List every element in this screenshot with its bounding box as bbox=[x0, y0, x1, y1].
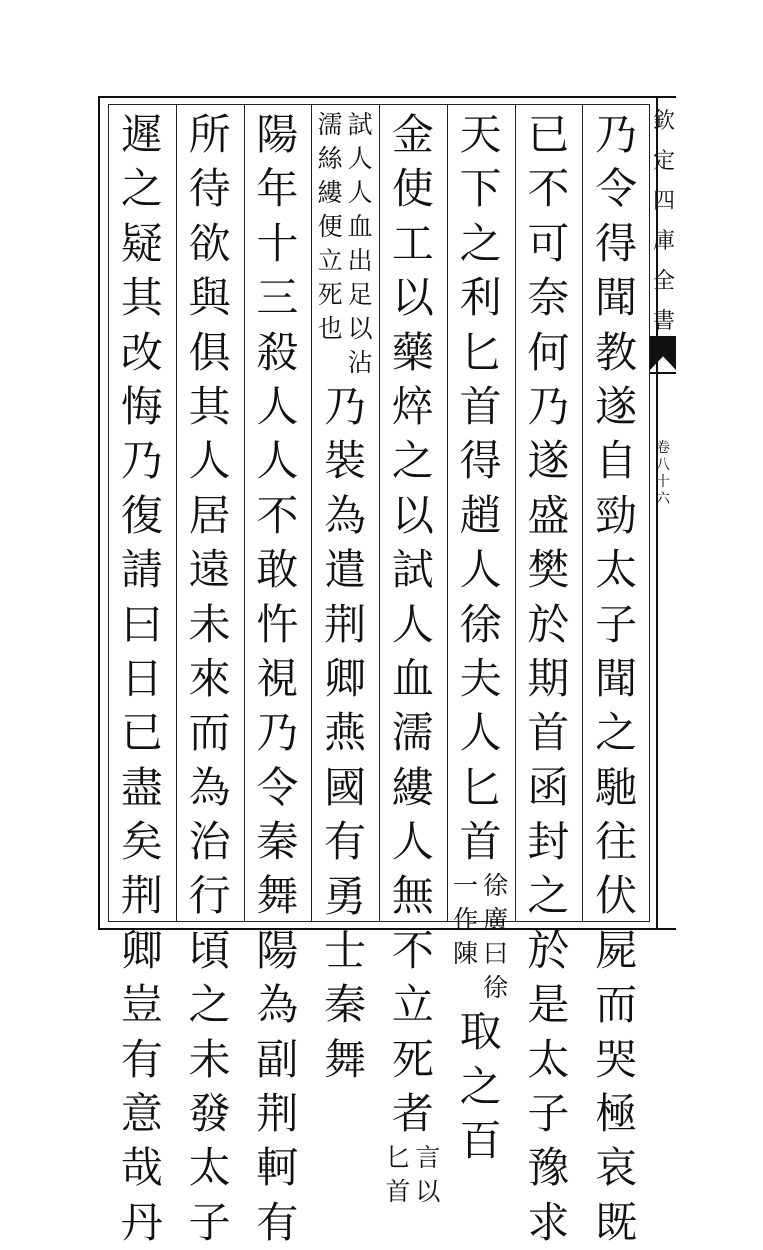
main-text-char: 有 bbox=[120, 1034, 163, 1084]
annotation-char: 便 bbox=[317, 212, 343, 241]
main-text-char: 立 bbox=[391, 980, 434, 1030]
main-text-char: 之 bbox=[391, 436, 434, 486]
annotation-char: 絲 bbox=[317, 144, 343, 173]
main-text-char: 荆 bbox=[324, 599, 367, 649]
annotation-char: 人 bbox=[347, 178, 373, 207]
main-text-char: 趙 bbox=[459, 490, 502, 540]
main-text-char: 日 bbox=[120, 653, 163, 703]
main-text-char: 哉 bbox=[120, 1143, 163, 1193]
column-divider bbox=[311, 104, 312, 922]
main-text-char: 教 bbox=[595, 327, 638, 377]
text-column bbox=[383, 108, 443, 1209]
annotation-char: 也 bbox=[317, 314, 343, 343]
main-text-char: 首 bbox=[459, 817, 502, 867]
volume-char: 八 bbox=[656, 457, 670, 473]
main-text-char: 匕 bbox=[459, 762, 502, 812]
main-text-char: 血 bbox=[391, 653, 434, 703]
main-text-char: 悔 bbox=[120, 381, 163, 431]
annotation-line-left bbox=[317, 108, 343, 380]
annotation-char: 一 bbox=[453, 871, 479, 901]
main-text-char: 與 bbox=[188, 273, 231, 323]
annotation-char: 徐 bbox=[483, 973, 509, 1003]
main-text-char: 士 bbox=[324, 925, 367, 975]
main-text-char: 發 bbox=[188, 1089, 231, 1139]
main-text-char: 令 bbox=[595, 164, 638, 214]
main-text-char: 之 bbox=[459, 218, 502, 268]
main-text-char: 試 bbox=[391, 545, 434, 595]
main-text-char: 為 bbox=[188, 762, 231, 812]
annotation-char: 死 bbox=[317, 280, 343, 309]
main-text-char: 其 bbox=[120, 273, 163, 323]
main-text-char: 意 bbox=[120, 1089, 163, 1139]
main-text-char: 俱 bbox=[188, 327, 231, 377]
annotation-line-right bbox=[483, 869, 509, 1005]
annotation-note bbox=[385, 1141, 441, 1209]
main-text-char: 居 bbox=[188, 490, 231, 540]
main-text-char: 勁 bbox=[595, 490, 638, 540]
main-text-char: 工 bbox=[391, 218, 434, 268]
main-text-char: 之 bbox=[459, 1061, 502, 1111]
main-text-char: 已 bbox=[527, 110, 570, 159]
annotation-char: 徐 bbox=[483, 871, 509, 901]
main-text-char: 下 bbox=[459, 164, 502, 214]
annotation-char: 人 bbox=[347, 144, 373, 173]
main-text-char: 人 bbox=[391, 599, 434, 649]
main-text-char: 治 bbox=[188, 817, 231, 867]
main-text-char: 盛 bbox=[527, 490, 570, 540]
volume-char: 卷 bbox=[656, 440, 670, 456]
annotation-char: 以 bbox=[347, 314, 373, 343]
main-text-char: 既 bbox=[595, 1197, 638, 1247]
main-text-char: 子 bbox=[595, 599, 638, 649]
main-text-char: 秦 bbox=[256, 817, 299, 867]
main-text-char: 燕 bbox=[324, 708, 367, 758]
main-text-char: 之 bbox=[120, 164, 163, 214]
main-text-char: 而 bbox=[188, 708, 231, 758]
annotation-char: 匕 bbox=[385, 1143, 411, 1173]
main-text-char: 天 bbox=[459, 110, 502, 159]
main-text-char: 奈 bbox=[527, 273, 570, 323]
main-text-char: 國 bbox=[324, 762, 367, 812]
main-text-char: 求 bbox=[527, 1197, 570, 1247]
text-column bbox=[518, 108, 578, 1250]
main-text-char: 首 bbox=[527, 708, 570, 758]
main-text-char: 太 bbox=[595, 545, 638, 595]
margin-title-char: 書 bbox=[652, 309, 675, 334]
main-text-char: 伏 bbox=[595, 871, 638, 921]
main-text-char: 卿 bbox=[120, 925, 163, 975]
main-text-char: 是 bbox=[527, 980, 570, 1030]
main-text-char: 極 bbox=[595, 1089, 638, 1139]
text-column bbox=[180, 108, 240, 1250]
main-text-char: 徐 bbox=[459, 599, 502, 649]
main-text-char: 死 bbox=[391, 1034, 434, 1084]
text-column bbox=[451, 108, 511, 1169]
main-text-char: 荆 bbox=[256, 1089, 299, 1139]
annotation-note bbox=[317, 108, 373, 380]
annotation-char: 廣 bbox=[483, 905, 509, 935]
main-text-char: 豫 bbox=[527, 1143, 570, 1193]
main-text-char: 豈 bbox=[120, 980, 163, 1030]
annotation-line-right bbox=[415, 1141, 441, 1209]
main-text-char: 得 bbox=[595, 218, 638, 268]
annotation-char: 試 bbox=[347, 110, 373, 139]
margin-title-char: 全 bbox=[652, 269, 675, 294]
main-text-char: 丹 bbox=[120, 1197, 163, 1247]
main-text-char: 期 bbox=[527, 653, 570, 703]
main-text-char: 可 bbox=[527, 218, 570, 268]
main-text-char: 子 bbox=[188, 1197, 231, 1247]
main-text-char: 有 bbox=[256, 1197, 299, 1247]
main-text-char: 封 bbox=[527, 817, 570, 867]
main-text-char: 之 bbox=[188, 980, 231, 1030]
main-text-char: 乃 bbox=[324, 382, 367, 431]
main-text-char: 矣 bbox=[120, 817, 163, 867]
main-text-char: 副 bbox=[256, 1034, 299, 1084]
main-text-char: 於 bbox=[527, 599, 570, 649]
margin-title-char: 欽 bbox=[652, 109, 675, 134]
main-text-char: 卿 bbox=[324, 653, 367, 703]
main-text-char: 所 bbox=[188, 110, 231, 159]
main-text-char: 為 bbox=[256, 980, 299, 1030]
annotation-line-left bbox=[453, 869, 479, 1005]
annotation-char: 言 bbox=[415, 1143, 441, 1173]
main-text-char: 藥 bbox=[391, 327, 434, 377]
main-text-char: 改 bbox=[120, 327, 163, 377]
column-divider bbox=[244, 104, 245, 922]
main-text-char: 太 bbox=[188, 1143, 231, 1193]
main-text-char: 乃 bbox=[527, 381, 570, 431]
annotation-char: 濡 bbox=[317, 110, 343, 139]
annotation-char: 立 bbox=[317, 246, 343, 275]
annotation-char: 陳 bbox=[453, 939, 479, 969]
main-text-char: 哀 bbox=[595, 1143, 638, 1193]
main-text-char: 不 bbox=[391, 925, 434, 975]
main-text-char: 以 bbox=[391, 273, 434, 323]
main-text-char: 為 bbox=[324, 490, 367, 540]
main-text-char: 屍 bbox=[595, 925, 638, 975]
main-text-char: 人 bbox=[256, 381, 299, 431]
main-text-char: 不 bbox=[527, 164, 570, 214]
main-text-char: 遠 bbox=[188, 545, 231, 595]
main-text-char: 得 bbox=[459, 436, 502, 486]
annotation-char: 首 bbox=[385, 1177, 411, 1207]
main-text-char: 焠 bbox=[391, 381, 434, 431]
main-text-char: 疑 bbox=[120, 218, 163, 268]
main-text-char: 函 bbox=[527, 762, 570, 812]
annotation-char: 縷 bbox=[317, 178, 343, 207]
main-text-char: 子 bbox=[527, 1089, 570, 1139]
main-text-char: 舞 bbox=[324, 1034, 367, 1084]
main-text-char: 盡 bbox=[120, 762, 163, 812]
main-text-char: 十 bbox=[256, 218, 299, 268]
main-text-char: 令 bbox=[256, 762, 299, 812]
main-text-char: 金 bbox=[391, 110, 434, 159]
main-text-char: 待 bbox=[188, 164, 231, 214]
main-text-char: 欲 bbox=[188, 218, 231, 268]
main-text-char: 忤 bbox=[256, 599, 299, 649]
fishtail-divider bbox=[650, 372, 676, 374]
main-text-char: 濡 bbox=[391, 708, 434, 758]
annotation-char: 作 bbox=[453, 905, 479, 935]
column-divider bbox=[379, 104, 380, 922]
main-text-char: 來 bbox=[188, 653, 231, 703]
main-text-char: 樊 bbox=[527, 545, 570, 595]
margin-title-char: 庫 bbox=[652, 229, 675, 254]
annotation-line-right bbox=[347, 108, 373, 380]
main-text-char: 未 bbox=[188, 1034, 231, 1084]
main-text-char: 百 bbox=[459, 1116, 502, 1166]
main-text-char: 首 bbox=[459, 381, 502, 431]
column-divider bbox=[582, 104, 583, 922]
main-text-char: 乃 bbox=[120, 436, 163, 486]
main-text-char: 曰 bbox=[120, 599, 163, 649]
main-text-char: 於 bbox=[527, 925, 570, 975]
main-text-char: 行 bbox=[188, 871, 231, 921]
main-text-char: 夫 bbox=[459, 653, 502, 703]
text-column bbox=[586, 108, 646, 1250]
main-text-char: 視 bbox=[256, 653, 299, 703]
margin-book-title bbox=[652, 102, 676, 342]
main-text-char: 陽 bbox=[256, 925, 299, 975]
main-text-char: 何 bbox=[527, 327, 570, 377]
text-column bbox=[247, 108, 307, 1250]
main-text-char: 太 bbox=[527, 1034, 570, 1084]
main-text-char: 三 bbox=[256, 273, 299, 323]
main-text-char: 利 bbox=[459, 273, 502, 323]
annotation-char: 曰 bbox=[483, 939, 509, 969]
main-text-char: 乃 bbox=[595, 110, 638, 159]
main-text-char: 秦 bbox=[324, 980, 367, 1030]
main-text-char: 哭 bbox=[595, 1034, 638, 1084]
annotation-char: 沾 bbox=[347, 348, 373, 377]
main-text-char: 遂 bbox=[527, 436, 570, 486]
main-text-char: 自 bbox=[595, 436, 638, 486]
main-text-char: 遲 bbox=[120, 110, 163, 159]
margin-title-char: 四 bbox=[652, 189, 675, 214]
main-text-char: 勇 bbox=[324, 871, 367, 921]
margin-volume-number bbox=[652, 440, 674, 508]
main-text-char: 有 bbox=[324, 817, 367, 867]
main-text-char: 裝 bbox=[324, 436, 367, 486]
main-text-char: 已 bbox=[120, 708, 163, 758]
main-text-char: 軻 bbox=[256, 1143, 299, 1193]
annotation-char: 出 bbox=[347, 246, 373, 275]
main-text-char: 人 bbox=[391, 817, 434, 867]
annotation-note bbox=[453, 869, 509, 1005]
annotation-char: 以 bbox=[415, 1177, 441, 1207]
main-text-char: 而 bbox=[595, 980, 638, 1030]
main-text-char: 匕 bbox=[459, 327, 502, 377]
main-text-char: 以 bbox=[391, 490, 434, 540]
main-text-char: 聞 bbox=[595, 653, 638, 703]
main-text-char: 人 bbox=[256, 436, 299, 486]
main-text-char: 不 bbox=[256, 490, 299, 540]
column-divider bbox=[515, 104, 516, 922]
main-text-char: 縷 bbox=[391, 762, 434, 812]
volume-char: 十 bbox=[656, 474, 670, 490]
margin-title-char: 定 bbox=[652, 149, 675, 174]
main-text-char: 之 bbox=[527, 871, 570, 921]
annotation-char: 足 bbox=[347, 280, 373, 309]
main-text-char: 聞 bbox=[595, 273, 638, 323]
main-text-char: 乃 bbox=[256, 708, 299, 758]
text-column bbox=[315, 108, 375, 1087]
main-text-char: 頃 bbox=[188, 925, 231, 975]
main-text-char: 殺 bbox=[256, 327, 299, 377]
main-text-char: 人 bbox=[459, 545, 502, 595]
main-text-char: 遣 bbox=[324, 545, 367, 595]
volume-char: 六 bbox=[656, 491, 670, 507]
main-text-char: 復 bbox=[120, 490, 163, 540]
column-divider bbox=[176, 104, 177, 922]
text-column bbox=[112, 108, 172, 1250]
main-text-char: 者 bbox=[391, 1089, 434, 1139]
main-text-char: 陽 bbox=[256, 110, 299, 159]
main-text-char: 馳 bbox=[595, 762, 638, 812]
main-text-char: 使 bbox=[391, 164, 434, 214]
main-text-char: 之 bbox=[595, 708, 638, 758]
main-text-char: 人 bbox=[459, 708, 502, 758]
main-text-char: 人 bbox=[188, 436, 231, 486]
annotation-line-left bbox=[385, 1141, 411, 1209]
main-text-char: 年 bbox=[256, 164, 299, 214]
main-text-char: 舞 bbox=[256, 871, 299, 921]
main-text-char: 荆 bbox=[120, 871, 163, 921]
main-text-char: 未 bbox=[188, 599, 231, 649]
main-text-char: 請 bbox=[120, 545, 163, 595]
main-text-char: 敢 bbox=[256, 545, 299, 595]
main-text-char: 往 bbox=[595, 817, 638, 867]
column-divider bbox=[447, 104, 448, 922]
main-text-char: 取 bbox=[459, 1007, 502, 1057]
main-text-char: 無 bbox=[391, 871, 434, 921]
main-text-char: 其 bbox=[188, 381, 231, 431]
annotation-char: 血 bbox=[347, 212, 373, 241]
main-text-char: 遂 bbox=[595, 381, 638, 431]
